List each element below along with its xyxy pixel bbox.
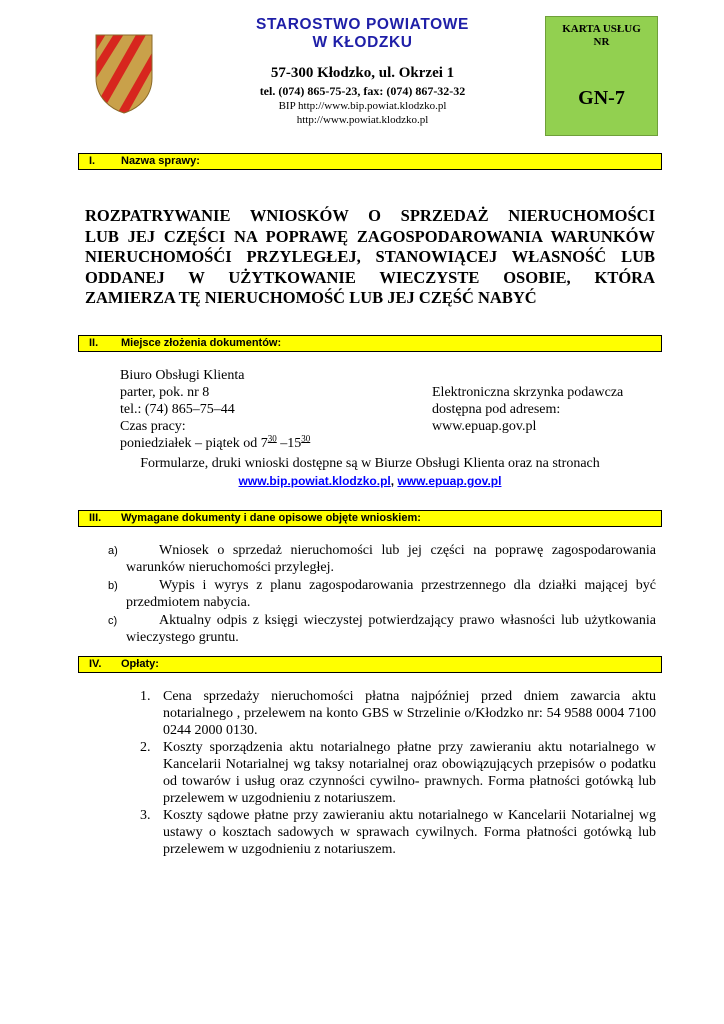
case-title-line: ODDANEJ W UŻYTKOWANIE WIECZYSTE OSOBIE, KTÓRA bbox=[85, 267, 655, 287]
office-bip-url: BIP http://www.bip.powiat.klodzko.pl bbox=[278, 100, 447, 112]
section-1-number: I. bbox=[89, 155, 96, 167]
fees-list bbox=[140, 688, 656, 858]
list-item bbox=[140, 739, 656, 807]
link-separator: , bbox=[390, 474, 398, 488]
service-card-code: GN-7 bbox=[578, 87, 625, 109]
list-item-number: 1. bbox=[140, 689, 151, 704]
office-hours-to-min: 30 bbox=[301, 433, 311, 444]
section-1-label: Nazwa sprawy: bbox=[121, 155, 200, 167]
office-hours-from-min: 30 bbox=[267, 433, 277, 444]
office-room-tel: tel.: (74) 865–75–44 bbox=[120, 402, 235, 417]
list-item-text: Aktualny odpis z księgi wieczystej potwierdzający prawo własności lub użytkowania wieczystego gruntu. bbox=[126, 613, 656, 645]
list-item bbox=[140, 807, 656, 858]
service-card-label bbox=[546, 23, 657, 49]
section-2-number: II. bbox=[89, 337, 99, 349]
list-item-number: 3. bbox=[140, 808, 151, 823]
forms-availability-text: Formularze, druki wnioski dostępne są w Biurze Obsługi Klienta oraz na stronach bbox=[140, 456, 600, 471]
office-name-line1: STAROSTWO POWIATOWE bbox=[256, 16, 469, 33]
epuap-link[interactable]: www.epuap.gov.pl bbox=[397, 474, 502, 488]
electronic-inbox-info bbox=[432, 384, 672, 435]
case-title bbox=[85, 206, 655, 309]
list-item bbox=[90, 577, 656, 611]
list-item bbox=[90, 612, 656, 646]
electronic-inbox-line2: dostępna pod adresem: bbox=[432, 402, 561, 417]
office-www-url: http://www.powiat.klodzko.pl bbox=[296, 114, 429, 126]
list-item-number: 2. bbox=[140, 740, 151, 755]
service-card-label-line1: KARTA USŁUG bbox=[562, 23, 641, 35]
section-1-bar bbox=[78, 153, 662, 170]
list-item-text: Wniosek o sprzedaż nieruchomości lub jej części na poprawę zagospodarowania warunków nieruchomości przyległej. bbox=[126, 543, 656, 575]
section-4-label: Opłaty: bbox=[121, 658, 159, 670]
coat-of-arms-icon bbox=[95, 34, 153, 114]
office-name-line2: W KŁODZKU bbox=[312, 34, 413, 51]
section-4-number: IV. bbox=[89, 658, 102, 670]
office-name bbox=[190, 16, 535, 52]
section-3-bar bbox=[78, 510, 662, 527]
list-item-marker: a) bbox=[108, 545, 118, 557]
required-documents-list bbox=[90, 542, 656, 647]
case-title-line: ZAMIERZA TĘ NIERUCHOMOŚĆ LUB JEJ CZĘŚĆ NABYĆ bbox=[85, 288, 537, 307]
case-title-line: NIERUCHOMOŚĆI PRZYLEGŁEJ, STANOWIĄCEJ WŁASNOŚĆ LUB bbox=[85, 247, 655, 266]
office-hours-dash: –15 bbox=[276, 436, 302, 451]
list-item-text: Cena sprzedaży nieruchomości płatna najpóźniej przed dniem zawarcia aktu notarialnego , przelewem na konto GBS w Strzelinie o/Kłodzko nr: 54 9588 0004 7100 0244 2000 0130. bbox=[163, 689, 656, 738]
bip-link[interactable]: www.bip.powiat.klodzko.pl bbox=[238, 474, 391, 488]
office-address: 57-300 Kłodzko, ul. Okrzei 1 bbox=[270, 65, 455, 81]
list-item-text: Koszty sądowe płatne przy zawieraniu aktu notarialnego w Kancelarii Notarialnej wg ustawy o kosztach sadowych w sprawach cywilnych. Forma płatności gotówką lub przelewem w uzgodnieniu z notariuszem. bbox=[163, 808, 656, 857]
section-3-number: III. bbox=[89, 512, 102, 524]
electronic-inbox-address: www.epuap.gov.pl bbox=[432, 419, 537, 434]
office-phones: tel. (074) 865-75-23, fax: (074) 867-32-32 bbox=[259, 84, 466, 98]
office-hours bbox=[120, 435, 400, 452]
list-item bbox=[90, 542, 656, 576]
case-title-line: ROZPATRYWANIE WNIOSKÓW O SPRZEDAŻ NIERUCHOMOŚCI bbox=[85, 206, 655, 225]
section-2-bar bbox=[78, 335, 662, 352]
forms-links bbox=[90, 473, 650, 489]
section-3-label: Wymagane dokumenty i dane opisowe objęte wnioskiem: bbox=[121, 512, 421, 524]
office-room-name: Biuro Obsługi Klienta bbox=[120, 368, 245, 383]
list-item-text: Wypis i wyrys z planu zagospodarowania przestrzennego dla działki mającej być przedmiotem nabycia. bbox=[126, 578, 656, 610]
list-item-marker: c) bbox=[108, 615, 118, 627]
case-title-line: LUB JEJ CZĘŚCI NA POPRAWĘ ZAGOSPODAROWANIA WARUNKÓW bbox=[85, 226, 655, 246]
service-card-label-line2: NR bbox=[593, 36, 610, 48]
office-room-floor: parter, pok. nr 8 bbox=[120, 385, 210, 400]
office-hours-days: poniedziałek – piątek od 7 bbox=[120, 436, 268, 451]
section-4-bar bbox=[78, 656, 662, 673]
list-item-text: Koszty sporządzenia aktu notarialnego płatne przy zawieraniu aktu notarialnego w Kancelarii Notarialnej wg taksy notarialnej oraz obowiązujących przepisów o podatku od towarów i usług oraz czynności cywilno- prawnych. Forma płatności gotówką lub przelewem w uzgodnieniu z notariuszem. bbox=[163, 740, 656, 806]
list-item bbox=[140, 688, 656, 739]
office-hours-label: Czas pracy: bbox=[120, 419, 186, 434]
customer-office-info bbox=[120, 367, 400, 452]
electronic-inbox-line1: Elektroniczna skrzynka podawcza bbox=[432, 385, 624, 400]
service-card-box bbox=[545, 16, 658, 136]
section-2-label: Miejsce złożenia dokumentów: bbox=[121, 337, 282, 349]
list-item-marker: b) bbox=[108, 580, 118, 592]
